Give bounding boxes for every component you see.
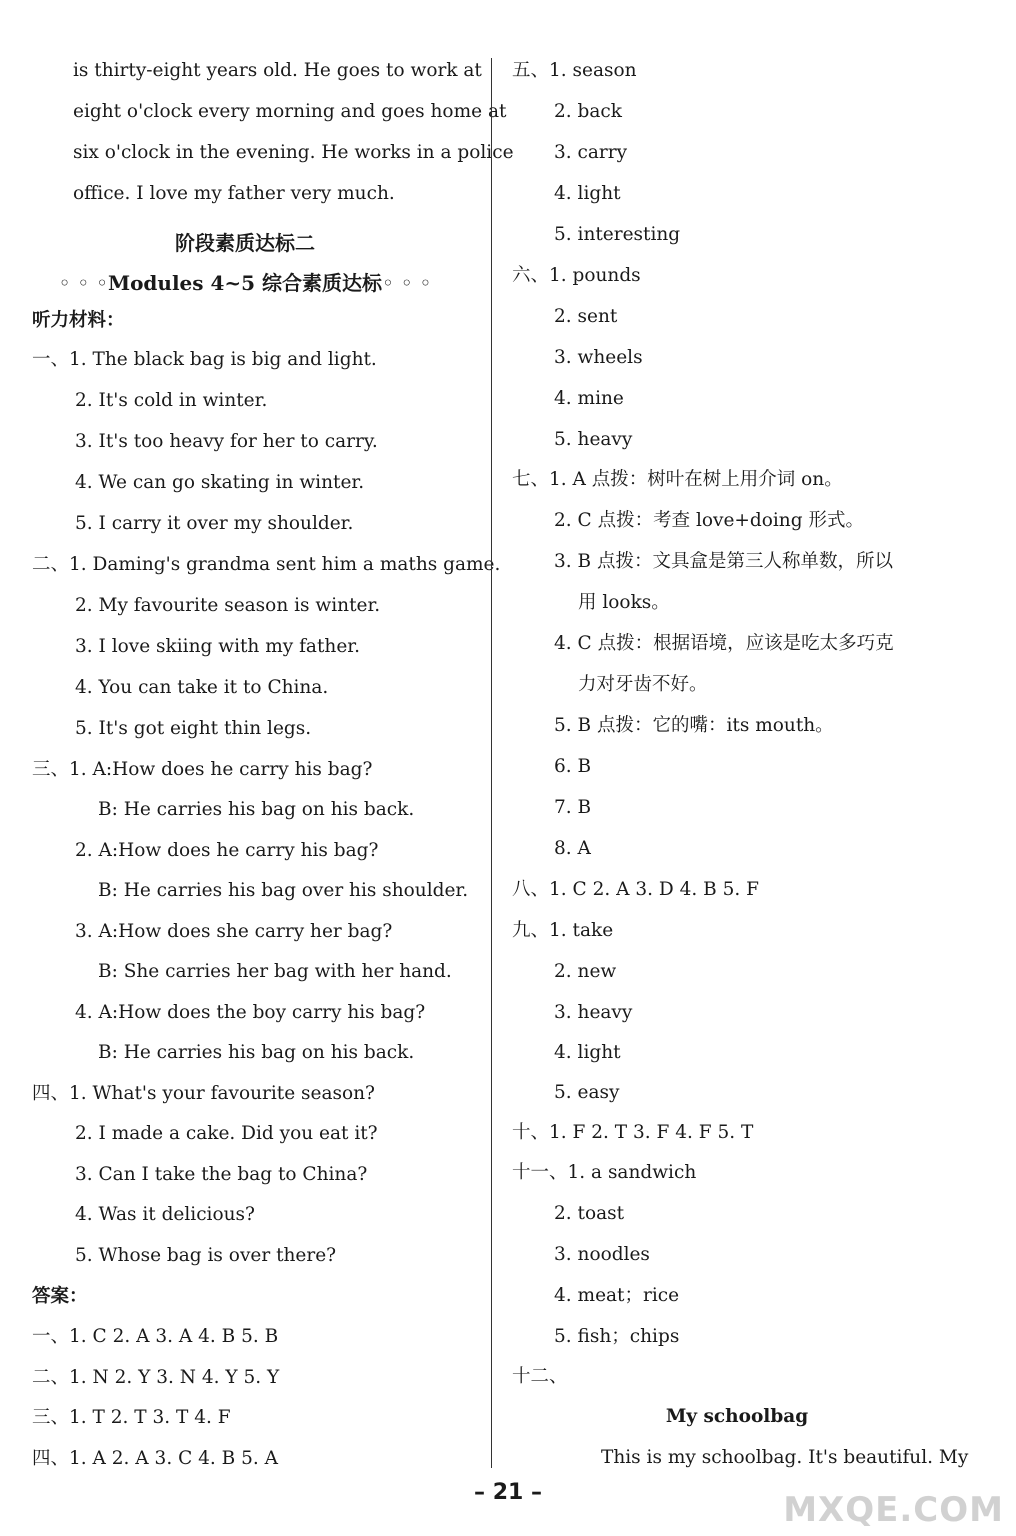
left-line: 3. Can I take the bag to China? xyxy=(75,1164,368,1185)
right-line: 5. interesting xyxy=(554,224,681,245)
right-line: 5. heavy xyxy=(554,429,633,450)
right-line: 六、1. pounds xyxy=(512,265,641,286)
right-line: 力对牙齿不好。 xyxy=(578,674,708,695)
right-line: 九、1. take xyxy=(512,920,614,941)
right-line: 4. C 点拨：根据语境，应该是吃太多巧克 xyxy=(554,633,894,654)
right-line: 2. sent xyxy=(554,306,618,327)
column-divider xyxy=(491,58,492,1468)
left-line: ◦ ◦ ◦Modules 4~5 综合素质达标◦ ◦ ◦ xyxy=(58,271,432,295)
right-line: 十、1. F 2. T 3. F 4. F 5. T xyxy=(512,1122,754,1143)
left-line: 一、1. The black bag is big and light. xyxy=(32,349,377,370)
right-line: 4. meat；rice xyxy=(554,1285,680,1306)
right-line: 2. C 点拨：考查 love+doing 形式。 xyxy=(554,510,864,531)
left-line: B: He carries his bag on his back. xyxy=(98,1042,415,1063)
left-line: B: He carries his bag over his shoulder. xyxy=(98,880,469,901)
right-line: 7. B xyxy=(554,797,592,818)
right-line: 5. B 点拨：它的嘴：its mouth。 xyxy=(554,715,834,736)
right-line: 十二、 xyxy=(512,1366,568,1387)
right-line: 3. wheels xyxy=(554,347,643,368)
left-line: 阶段素质达标二 xyxy=(175,231,315,255)
left-line: B: She carries her bag with her hand. xyxy=(98,961,452,982)
left-line: 4. Was it delicious? xyxy=(75,1204,255,1225)
left-line: B: He carries his bag on his back. xyxy=(98,799,415,820)
right-line: 3. noodles xyxy=(554,1244,650,1265)
watermark-logo: MXQE.COM xyxy=(783,1490,1004,1530)
right-line: 8. A xyxy=(554,838,591,859)
left-line: 一、1. C 2. A 3. A 4. B 5. B xyxy=(32,1326,279,1347)
left-line: 四、1. A 2. A 3. C 4. B 5. A xyxy=(32,1448,279,1469)
right-line: 3. B 点拨：文具盒是第三人称单数，所以 xyxy=(554,551,894,572)
left-line: 5. Whose bag is over there? xyxy=(75,1245,337,1266)
left-line: 三、1. T 2. T 3. T 4. F xyxy=(32,1407,231,1428)
left-line: 2. My favourite season is winter. xyxy=(75,595,381,616)
right-line: 五、1. season xyxy=(512,60,637,81)
left-line: 4. You can take it to China. xyxy=(75,677,329,698)
right-line: 3. carry xyxy=(554,142,628,163)
left-line: 4. We can go skating in winter. xyxy=(75,472,365,493)
page-number: – 21 – xyxy=(474,1480,542,1505)
right-line: This is my schoolbag. It's beautiful. My xyxy=(601,1447,969,1468)
left-line: 2. It's cold in winter. xyxy=(75,390,268,411)
left-line: office. I love my father very much. xyxy=(73,183,395,204)
right-line: 十一、1. a sandwich xyxy=(512,1162,697,1183)
left-line: eight o'clock every morning and goes home at xyxy=(73,101,507,122)
left-line: 2. A:How does he carry his bag? xyxy=(75,840,379,861)
left-line: 4. A:How does the boy carry his bag? xyxy=(75,1002,426,1023)
left-line: 5. It's got eight thin legs. xyxy=(75,718,312,739)
left-line: is thirty-eight years old. He goes to work at xyxy=(73,60,482,81)
left-line: 5. I carry it over my shoulder. xyxy=(75,513,354,534)
right-line: 2. new xyxy=(554,961,617,982)
left-line: 二、1. N 2. Y 3. N 4. Y 5. Y xyxy=(32,1367,280,1388)
left-line: 3. I love skiing with my father. xyxy=(75,636,360,657)
right-line: 2. toast xyxy=(554,1203,625,1224)
right-line: 5. easy xyxy=(554,1082,620,1103)
left-line: 三、1. A:How does he carry his bag? xyxy=(32,759,373,780)
right-line: 5. fish；chips xyxy=(554,1326,680,1347)
right-line: My schoolbag xyxy=(665,1406,809,1427)
left-line: 2. I made a cake. Did you eat it? xyxy=(75,1123,378,1144)
right-line: 4. light xyxy=(554,183,621,204)
right-line: 用 looks。 xyxy=(578,592,670,613)
left-line: 听力材料： xyxy=(32,310,125,331)
left-line: six o'clock in the evening. He works in a police xyxy=(73,142,514,163)
left-line: 四、1. What's your favourite season? xyxy=(32,1083,375,1104)
right-line: 6. B xyxy=(554,756,592,777)
right-line: 4. light xyxy=(554,1042,621,1063)
right-line: 4. mine xyxy=(554,388,624,409)
right-line: 七、1. A 点拨：树叶在树上用介词 on。 xyxy=(512,469,843,490)
left-line: 3. It's too heavy for her to carry. xyxy=(75,431,378,452)
left-line: 3. A:How does she carry her bag? xyxy=(75,921,393,942)
left-line: 答案： xyxy=(32,1286,88,1307)
right-line: 2. back xyxy=(554,101,622,122)
right-line: 八、1. C 2. A 3. D 4. B 5. F xyxy=(512,879,759,900)
right-line: 3. heavy xyxy=(554,1002,633,1023)
left-line: 二、1. Daming's grandma sent him a maths game. xyxy=(32,554,501,575)
